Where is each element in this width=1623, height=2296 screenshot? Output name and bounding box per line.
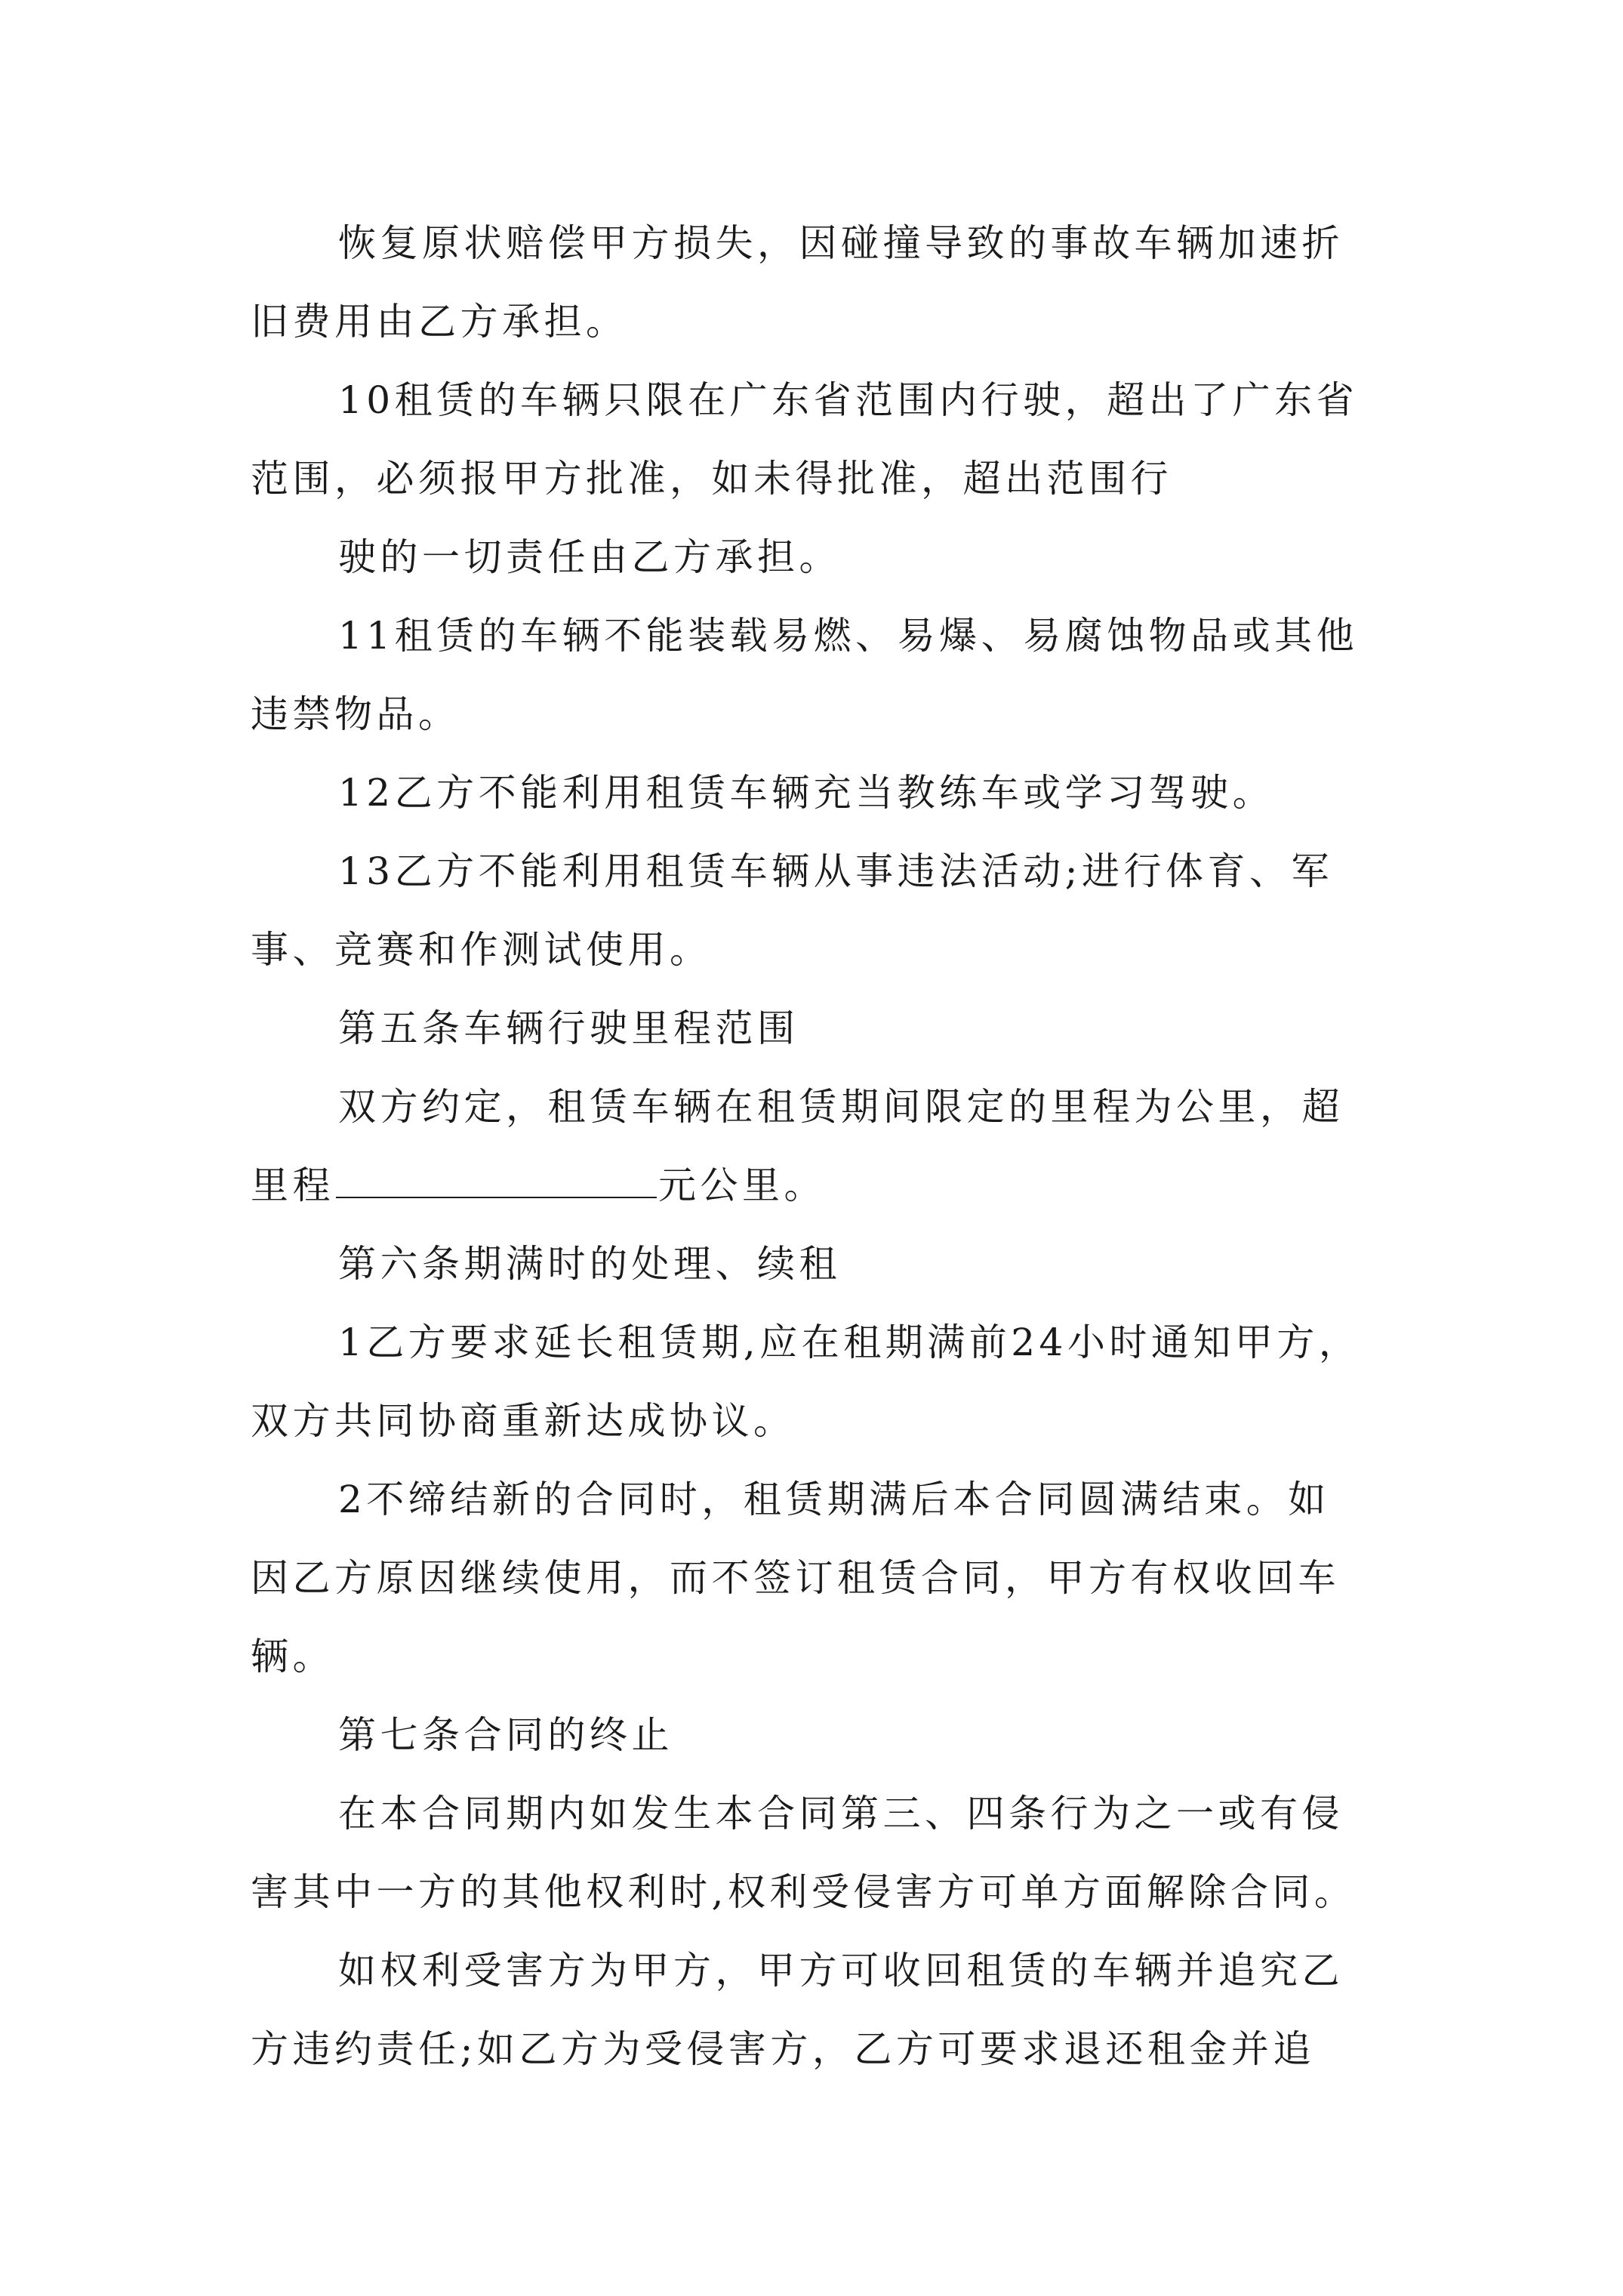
text-line: 10租赁的车辆只限在广东省范围内行驶，超出了广东省 [338, 378, 1359, 422]
text-line: 2不缔结新的合同时，租赁期满后本合同圆满结束。如 [338, 1478, 1330, 1521]
text-line-with-blank [251, 1163, 826, 1208]
section-heading: 第七条合同的终止 [338, 1713, 673, 1757]
text-line: 旧费用由乙方承担。 [251, 300, 628, 344]
text-line: 如权利受害方为甲方，甲方可收回租赁的车辆并追究乙 [338, 1949, 1344, 1992]
text-line: 双方共同协商重新达成协议。 [251, 1399, 796, 1443]
text-line: 12乙方不能利用租赁车辆充当教练车或学习驾驶。 [338, 771, 1275, 815]
text-line: 辆。 [251, 1635, 334, 1678]
section-heading: 第六条期满时的处理、续租 [338, 1242, 841, 1286]
text-line: 范围，必须报甲方批准，如未得批准，超出范围行 [251, 457, 1172, 501]
text-line: 11租赁的车辆不能装载易燃、易爆、易腐蚀物品或其他 [338, 614, 1359, 658]
text-line: 事、竞赛和作测试使用。 [251, 928, 712, 972]
text-line: 害其中一方的其他权利时,权利受侵害方可单方面解除合同。 [251, 1870, 1357, 1914]
text-line: 1乙方要求延长租赁期,应在租期满前24小时通知甲方， [338, 1321, 1361, 1364]
text-fragment: 元公里。 [658, 1163, 826, 1207]
text-line: 13乙方不能利用租赁车辆从事违法活动;进行体育、军 [338, 849, 1333, 893]
fill-in-blank [336, 1166, 657, 1198]
text-line: 驶的一切责任由乙方承担。 [338, 535, 841, 579]
text-line: 违禁物品。 [251, 692, 460, 736]
text-line: 双方约定，租赁车辆在租赁期间限定的里程为公里，超 [338, 1085, 1344, 1129]
text-fragment: 里程 [251, 1163, 334, 1207]
text-line: 因乙方原因继续使用，而不签订租赁合同，甲方有权收回车 [251, 1556, 1340, 1600]
text-line: 在本合同期内如发生本合同第三、四条行为之一或有侵 [338, 1792, 1344, 1835]
section-heading: 第五条车辆行驶里程范围 [338, 1006, 799, 1050]
text-line: 方违约责任;如乙方为受侵害方，乙方可要求退还租金并追 [251, 2027, 1315, 2071]
text-line: 恢复原状赔偿甲方损失，因碰撞导致的事故车辆加速折 [338, 221, 1344, 265]
